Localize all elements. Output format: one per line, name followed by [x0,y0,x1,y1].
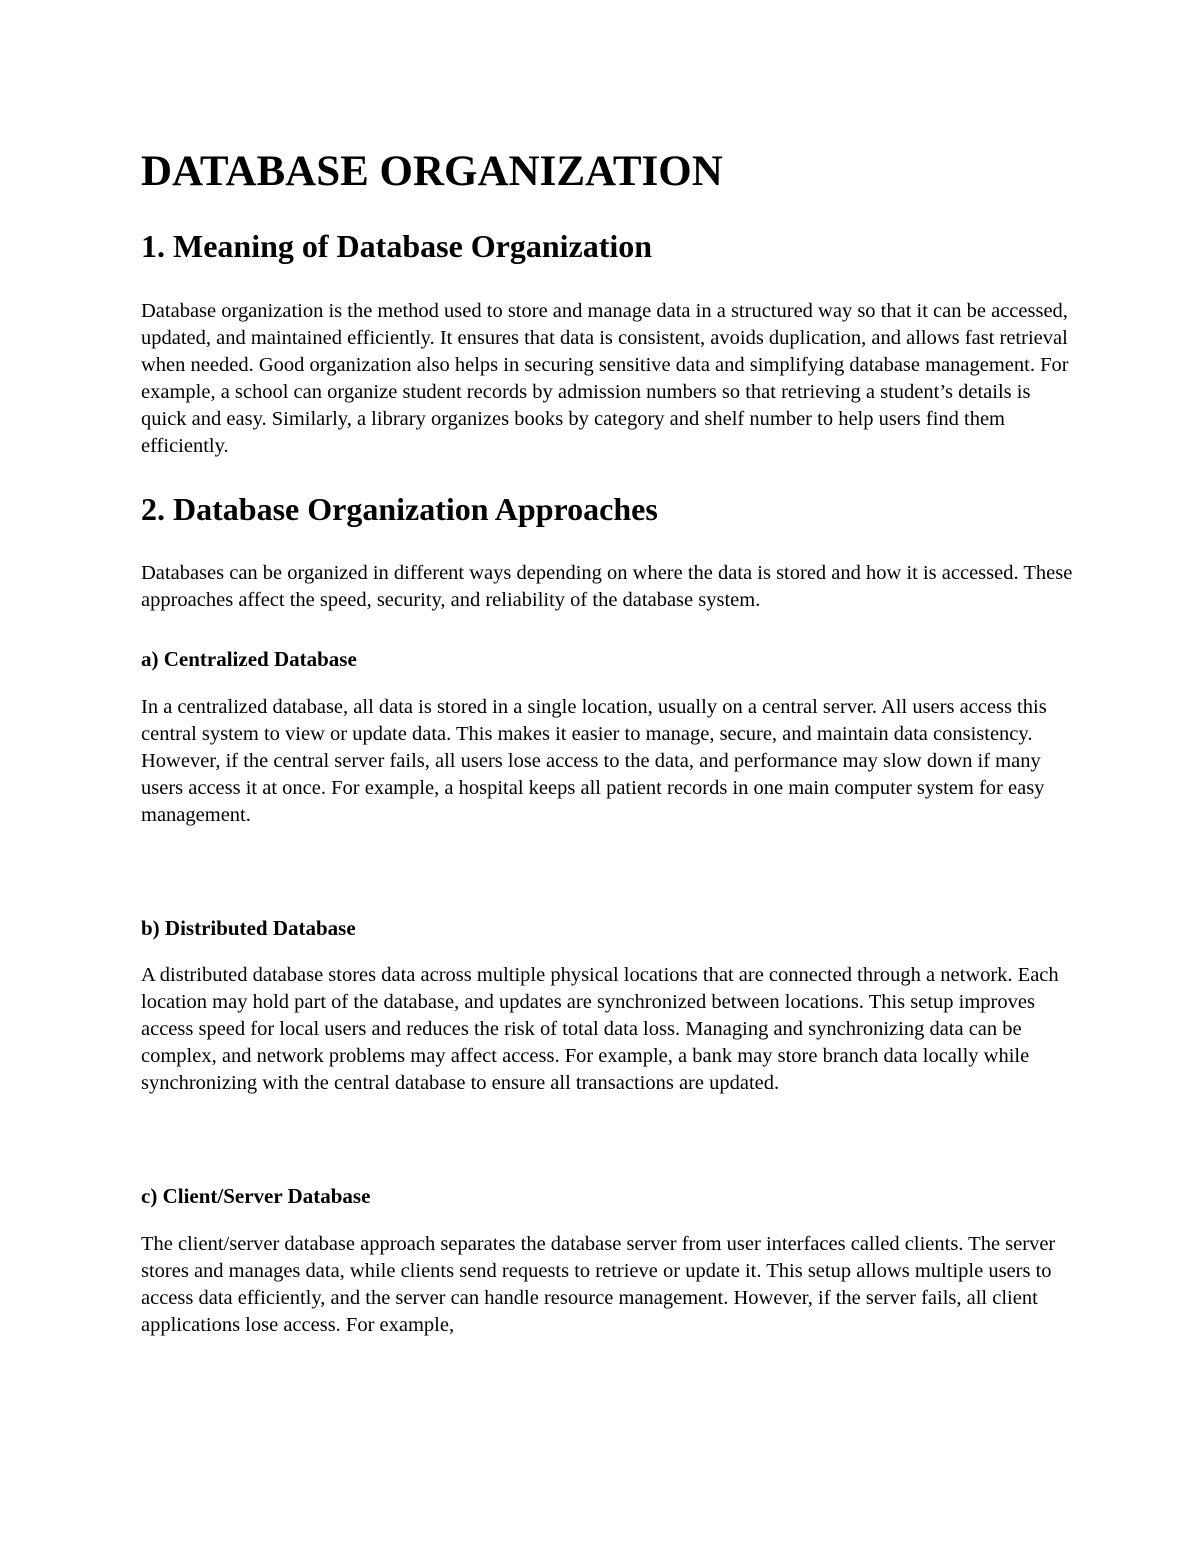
section-heading-approaches: 2. Database Organization Approaches [141,491,658,527]
subsection-heading-client-server: c) Client/Server Database [141,1184,371,1208]
subsection-paragraph-client-server: The client/server database approach separates the database server from user interfaces called clients. The server stores and manages data, while clients send requests to retrieve or update it. This setup allows multiple users to access data efficiently, and the server can handle resource management. However, if the server fails, all client applications lose access. For example, [141,1233,1056,1336]
document-content [141,140,1076,1339]
document-title: DATABASE ORGANIZATION [141,148,723,195]
subsection-paragraph-distributed: A distributed database stores data across multiple physical locations that are connected through a network. Each location may hold part of the database, and updates are synchronized between locations. This setup improves access speed for local users and reduces the risk of total data loss. Managing and synchronizing data can be complex, and network problems may affect access. For example, a bank may store branch data locally while synchronizing with the central database to ensure all transactions are updated. [141,964,1059,1094]
section-paragraph-meaning: Database organization is the method used to store and manage data in a structured way so that it can be accessed, updated, and maintained efficiently. It ensures that data is consistent, avoids duplication, and allows fast retrieval when needed. Good organization also helps in securing sensitive data and simplifying database management. For example, a school can organize student records by admission numbers so that retrieving a student’s details is quick and easy. Similarly, a library organizes books by category and shelf number to help users find them efficiently. [141,300,1069,457]
subsection-heading-centralized: a) Centralized Database [141,647,357,671]
section-heading-meaning: 1. Meaning of Database Organization [141,228,653,264]
section-paragraph-approaches: Databases can be organized in different ways depending on where the data is stored and how it is accessed. These approaches affect the speed, security, and reliability of the database system. [141,562,1073,611]
subsection-paragraph-centralized: In a centralized database, all data is stored in a single location, usually on a central server. All users access this central system to view or update data. This makes it easier to manage, secure, and maintain data consistency. However, if the central server fails, all users lose access to the data, and performance may slow down if many users access it at once. For example, a hospital keeps all patient records in one main computer system for easy management. [141,696,1047,826]
subsection-heading-distributed: b) Distributed Database [141,916,356,940]
